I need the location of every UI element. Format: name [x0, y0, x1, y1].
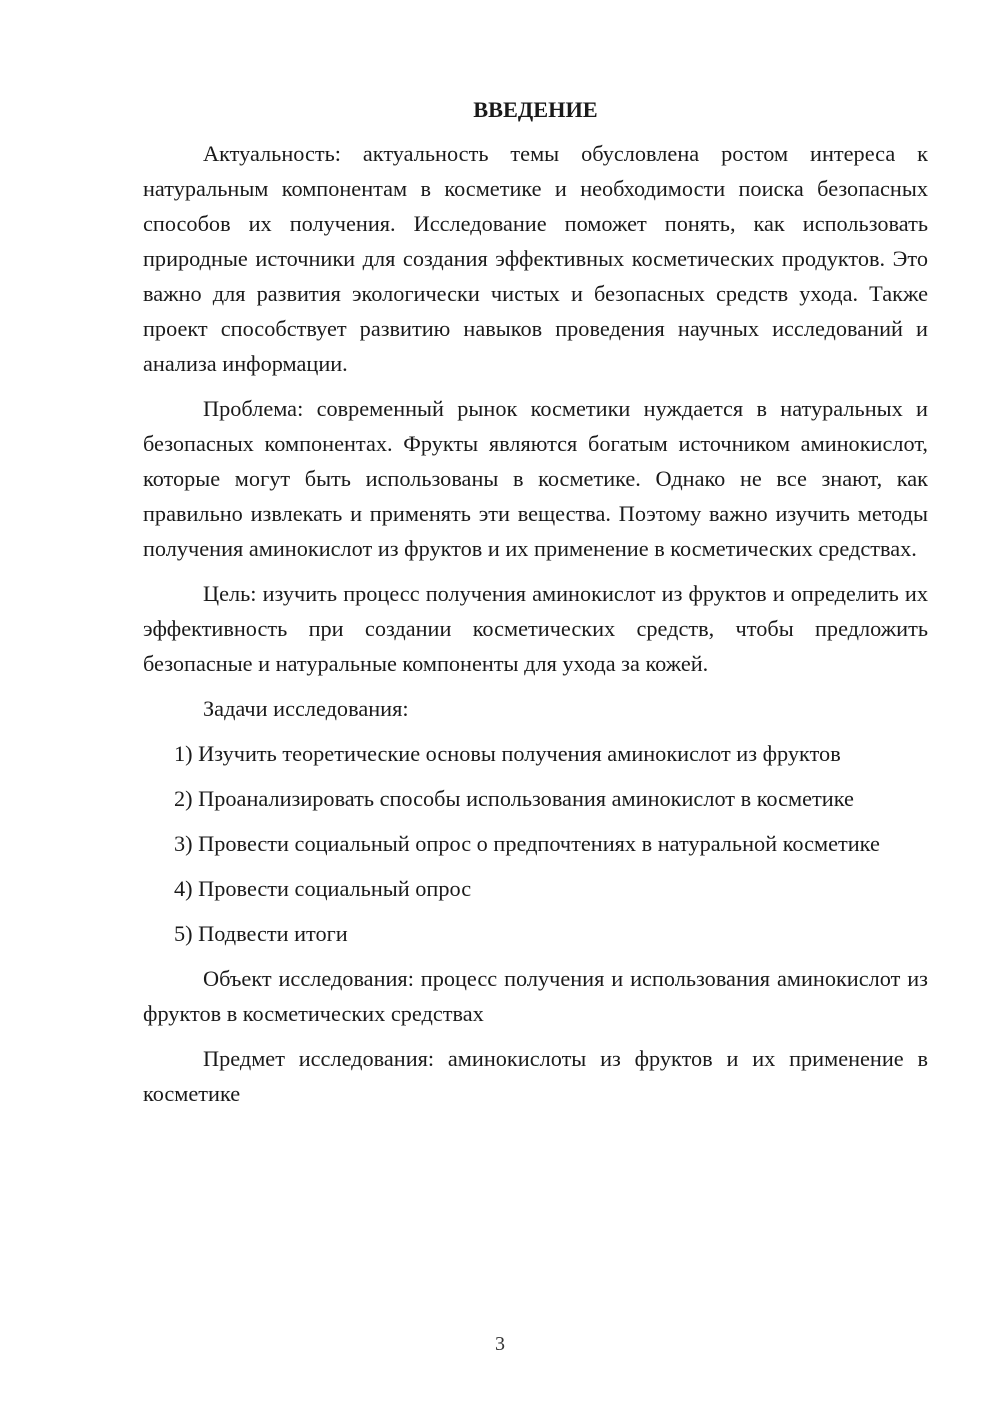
task-item-3: 3) Провести социальный опрос о предпочтениях в натуральной косметике [174, 831, 880, 856]
task-item-2: 2) Проанализировать способы использования аминокислот в косметике [174, 786, 854, 811]
paragraph-subject: Предмет исследования: аминокислоты из фруктов и их применение в косметике [143, 1046, 928, 1106]
page-number: 3 [495, 1333, 505, 1355]
paragraph-goal: Цель: изучить процесс получения аминокислот из фруктов и определить их эффективность при создании косметических средств, чтобы предложить безопасные и натуральные компоненты для ухода за кожей. [143, 581, 928, 676]
paragraph-relevance: Актуальность: актуальность темы обусловлена ростом интереса к натуральным компонентам в косметике и необходимости поиска безопасных способов их получения. Исследование поможет понять, как использовать природные источники для создания эффективных косметических продуктов. Это важно для развития экологически чистых и безопасных средств ухода. Также проект способствует развитию навыков проведения научных исследований и анализа информации. [143, 141, 928, 376]
document-page [143, 92, 928, 1121]
section-title: ВВЕДЕНИЕ [473, 97, 598, 122]
task-item-5: 5) Подвести итоги [174, 921, 348, 946]
paragraph-object: Объект исследования: процесс получения и использования аминокислот из фруктов в косметических средствах [143, 966, 928, 1026]
paragraph-tasks-heading: Задачи исследования: [203, 696, 409, 721]
paragraph-problem: Проблема: современный рынок косметики нуждается в натуральных и безопасных компонентах. Фрукты являются богатым источником аминокислот, которые могут быть использованы в косметике. Однако не все знают, как правильно извлекать и применять эти вещества. Поэтому важно изучить методы получения аминокислот из фруктов и их применение в косметических средствах. [143, 396, 928, 561]
task-item-4: 4) Провести социальный опрос [174, 876, 472, 901]
task-item-1: 1) Изучить теоретические основы получения аминокислот из фруктов [174, 741, 841, 766]
